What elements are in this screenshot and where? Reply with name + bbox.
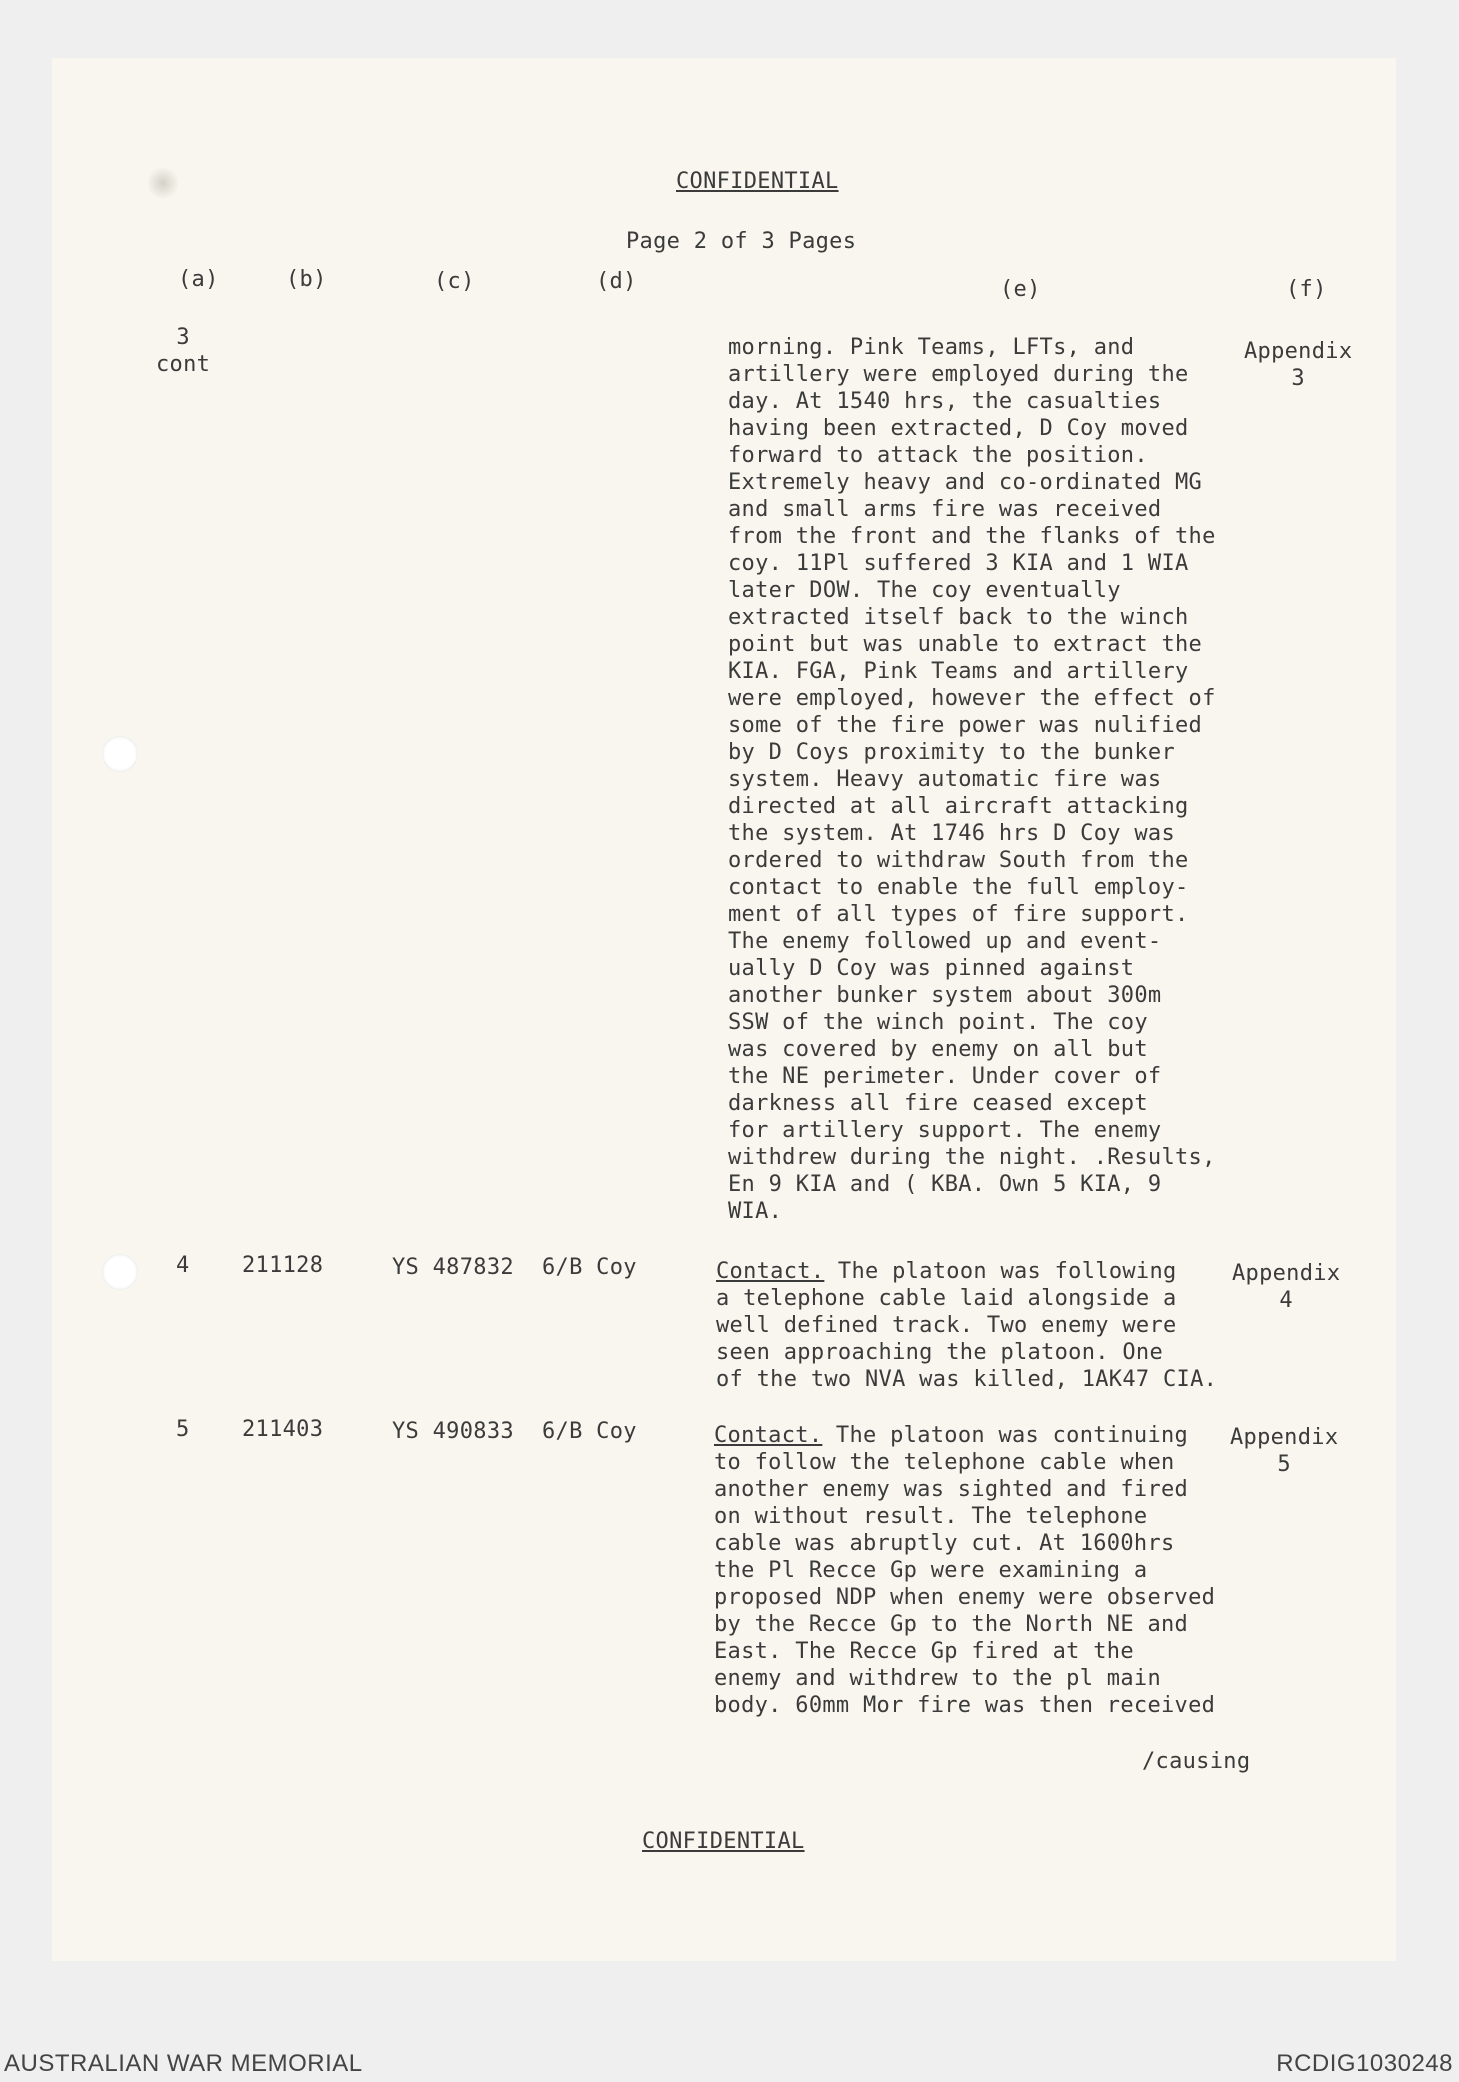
entry-narrative: morning. Pink Teams, LFTs, and artillery were employed during the day. At 1540 hrs, the casualties having been extracted, D Coy moved forward to attack the position. Extremely heavy and co-ordinated MG and small arms fire was received from the front and the flanks of the coy. 11Pl suffered 3 KIA and 1 WIA later DOW. The coy eventually extracted itself back to the winch point but was unable to extract the KIA. FGA, Pink Teams and artillery were employed, however the effect of some of the fire power was nulified by D Coys proximity to the bunker system. Heavy automatic fire was directed at all aircraft attacking the system. At 1746 hrs D Coy was ordered to withdraw South from the contact to enable the full employ- ment of all types of fire support. The enemy followed up and event- ually D Coy was pinned against another bunker system about 300m SSW of the winch point. The coy was covered by enemy on all but the NE perimeter. Under cover of darkness all fire ceased except for artillery support. The enemy withdrew during the night. .Results, En 9 KIA and ( KBA. Own 5 KIA, 9 WIA. bbox=[728, 335, 1216, 1224]
document-page bbox=[52, 58, 1396, 1961]
entry-narrative: The platoon was continuing to follow the telephone cable when another enemy was sighted and fired on without result. The telephone cable was abruptly cut. At 1600hrs the Pl Recce Gp were examining a proposed NDP when enemy were observed by the Recce Gp to the North NE and East. The Recce Gp fired at the enemy and withdrew to the pl main body. 60mm Mor fire was then received bbox=[714, 1423, 1216, 1718]
entry-grid-reference: YS 490833 bbox=[392, 1419, 514, 1444]
smudge-mark bbox=[148, 165, 178, 201]
punch-hole-top bbox=[102, 736, 138, 772]
footer-reference: RCDIG1030248 bbox=[1276, 2050, 1453, 2077]
column-header-f: (f) bbox=[1286, 277, 1327, 302]
entry-dtg: 211403 bbox=[242, 1417, 324, 1442]
column-header-c: (c) bbox=[434, 269, 475, 294]
entry-serial: 4 bbox=[176, 1253, 190, 1278]
entry-serial: 3 cont bbox=[156, 325, 211, 377]
column-header-b: (b) bbox=[286, 267, 327, 292]
entry-serial: 5 bbox=[176, 1417, 190, 1442]
entry-unit: 6/B Coy bbox=[542, 1419, 637, 1444]
entry-unit: 6/B Coy bbox=[542, 1255, 637, 1280]
entry-dtg: 211128 bbox=[242, 1253, 324, 1278]
entry-grid-reference: YS 487832 bbox=[392, 1255, 514, 1280]
entry-heading: Contact. bbox=[714, 1423, 823, 1448]
entry-remarks: Appendix 5 bbox=[1230, 1425, 1339, 1477]
classification-top: CONFIDENTIAL bbox=[676, 169, 839, 194]
entry-heading: Contact. bbox=[716, 1259, 825, 1284]
page-number-line: Page 2 of 3 Pages bbox=[626, 229, 857, 254]
footer-source: AUSTRALIAN WAR MEMORIAL bbox=[4, 2050, 363, 2077]
catchword: /causing bbox=[1142, 1749, 1251, 1774]
column-header-a: (a) bbox=[178, 267, 219, 292]
entry-remarks: Appendix 3 bbox=[1244, 339, 1353, 391]
classification-bottom: CONFIDENTIAL bbox=[642, 1829, 805, 1854]
column-header-d: (d) bbox=[596, 269, 637, 294]
entry-remarks: Appendix 4 bbox=[1232, 1261, 1341, 1313]
punch-hole-bottom bbox=[102, 1254, 138, 1290]
column-header-e: (e) bbox=[1000, 277, 1041, 302]
entry-narrative: The platoon was following a telephone cable laid alongside a well defined track. Two enemy were seen approaching the platoon. One of the two NVA was killed, 1AK47 CIA. bbox=[716, 1259, 1218, 1392]
